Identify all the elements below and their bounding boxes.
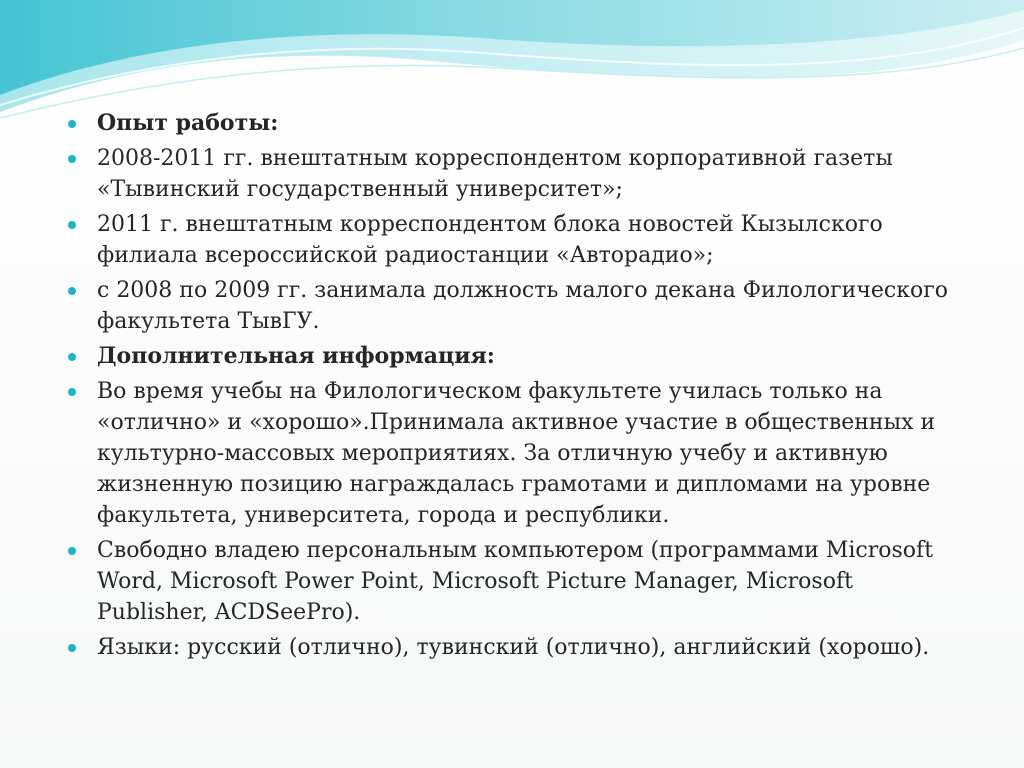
list-item-text: Дополнительная информация: [97, 343, 495, 369]
list-item [68, 341, 968, 372]
list-item-text: Опыт работы: [97, 110, 279, 136]
bullet-icon [68, 287, 76, 295]
list-item [68, 209, 968, 271]
list-item [68, 376, 968, 531]
bullet-icon [68, 221, 76, 229]
list-item [68, 108, 968, 139]
list-item-text: Свободно владею персональным компьютером (программами Microsoft Word, Microsoft Power Point, Microsoft Picture Manager, Microsoft Publisher, ACDSeePro). [97, 538, 934, 625]
list-item [68, 535, 968, 628]
list-item-text: Языки: русский (отлично), тувинский (отлично), английский (хорошо). [97, 635, 930, 660]
list-item [68, 632, 968, 663]
bullet-icon [68, 547, 76, 555]
list-item [68, 143, 968, 205]
list-item-text: 2008-2011 гг. внештатным корреспондентом корпоративной газеты «Тывинский государственный университет»; [97, 146, 893, 202]
bullet-icon [68, 120, 76, 128]
bullet-icon [68, 388, 76, 396]
list-item-text: 2011 г. внештатным корреспондентом блока новостей Кызылского филиала всероссийской радиостанции «Авторадио»; [97, 212, 883, 268]
list-item-text: с 2008 по 2009 гг. занимала должность малого декана Филологического факультета ТывГУ. [97, 278, 948, 334]
content-area [68, 108, 968, 667]
list-item [68, 275, 968, 337]
bullet-icon [68, 644, 76, 652]
bullet-icon [68, 155, 76, 163]
list-item-text: Во время учебы на Филологическом факультете училась только на «отлично» и «хорошо».Принимала активное участие в общественных и культурно-массовых мероприятиях. За отличную учебу и активную жизненную позицию награждалась грамотами и дипломами на уровне факультета, университета, города и республики. [97, 379, 936, 528]
bullet-list [68, 108, 968, 663]
bullet-icon [68, 353, 76, 361]
